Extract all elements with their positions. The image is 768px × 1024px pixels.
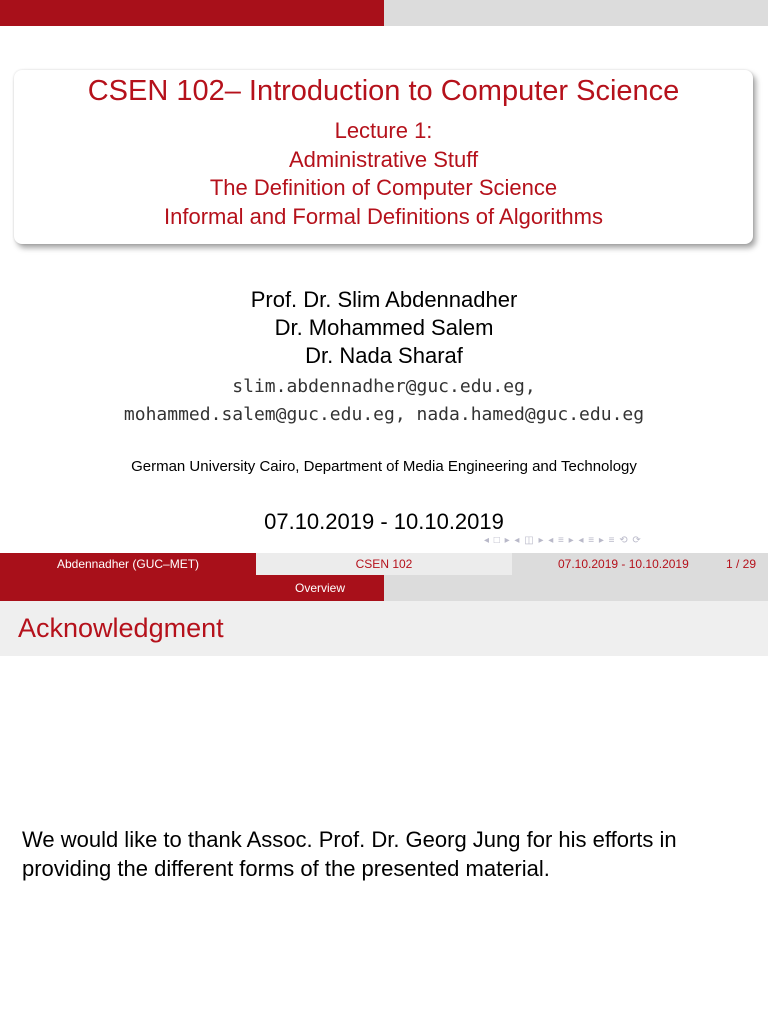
- body-text-line-2: providing the different forms of the presented material.: [22, 856, 550, 881]
- footer-date-block: [512, 553, 768, 575]
- progress-bar-filled: [0, 0, 384, 26]
- subtitle-definition: The Definition of Computer Science: [209, 175, 558, 200]
- author-1: Prof. Dr. Slim Abdennadher: [250, 287, 518, 312]
- footer-page-number: 1 / 29: [725, 557, 756, 571]
- title-box: [14, 70, 753, 244]
- progress-bar-empty: [384, 0, 768, 26]
- footer-date: 07.10.2019 - 10.10.2019: [558, 557, 689, 571]
- institution: German University Cairo, Department of Media Engineering and Technology: [131, 458, 637, 475]
- slide-title: CSEN 102– Introduction to Computer Science: [87, 75, 680, 107]
- slide-date: 07.10.2019 - 10.10.2019: [264, 509, 504, 534]
- email-line-2: mohammed.salem@guc.edu.eg, nada.hamed@guc.edu.eg: [123, 404, 645, 425]
- section-bar-empty: [384, 575, 768, 601]
- footer-author: Abdennadher (GUC–MET): [0, 553, 256, 575]
- section-overview-link[interactable]: Overview: [294, 581, 345, 595]
- frame-title: Acknowledgment: [18, 613, 224, 643]
- email-line-1: slim.abdennadher@guc.edu.eg,: [232, 376, 536, 397]
- navigation-symbols[interactable]: ◂ □ ▸ ◂ ◫ ▸ ◂ ≡ ▸ ◂ ≡ ▸ ≡ ⟲ ⟳: [484, 535, 642, 546]
- subtitle-admin: Administrative Stuff: [288, 147, 479, 172]
- author-2: Dr. Mohammed Salem: [274, 315, 494, 340]
- subtitle-lecture: Lecture 1:: [334, 118, 433, 143]
- author-3: Dr. Nada Sharaf: [305, 343, 463, 368]
- footer-course: CSEN 102: [256, 553, 512, 575]
- body-text-line-1: We would like to thank Assoc. Prof. Dr. Georg Jung for his efforts in: [22, 827, 677, 852]
- subtitle-algorithms: Informal and Formal Definitions of Algorithms: [164, 204, 603, 229]
